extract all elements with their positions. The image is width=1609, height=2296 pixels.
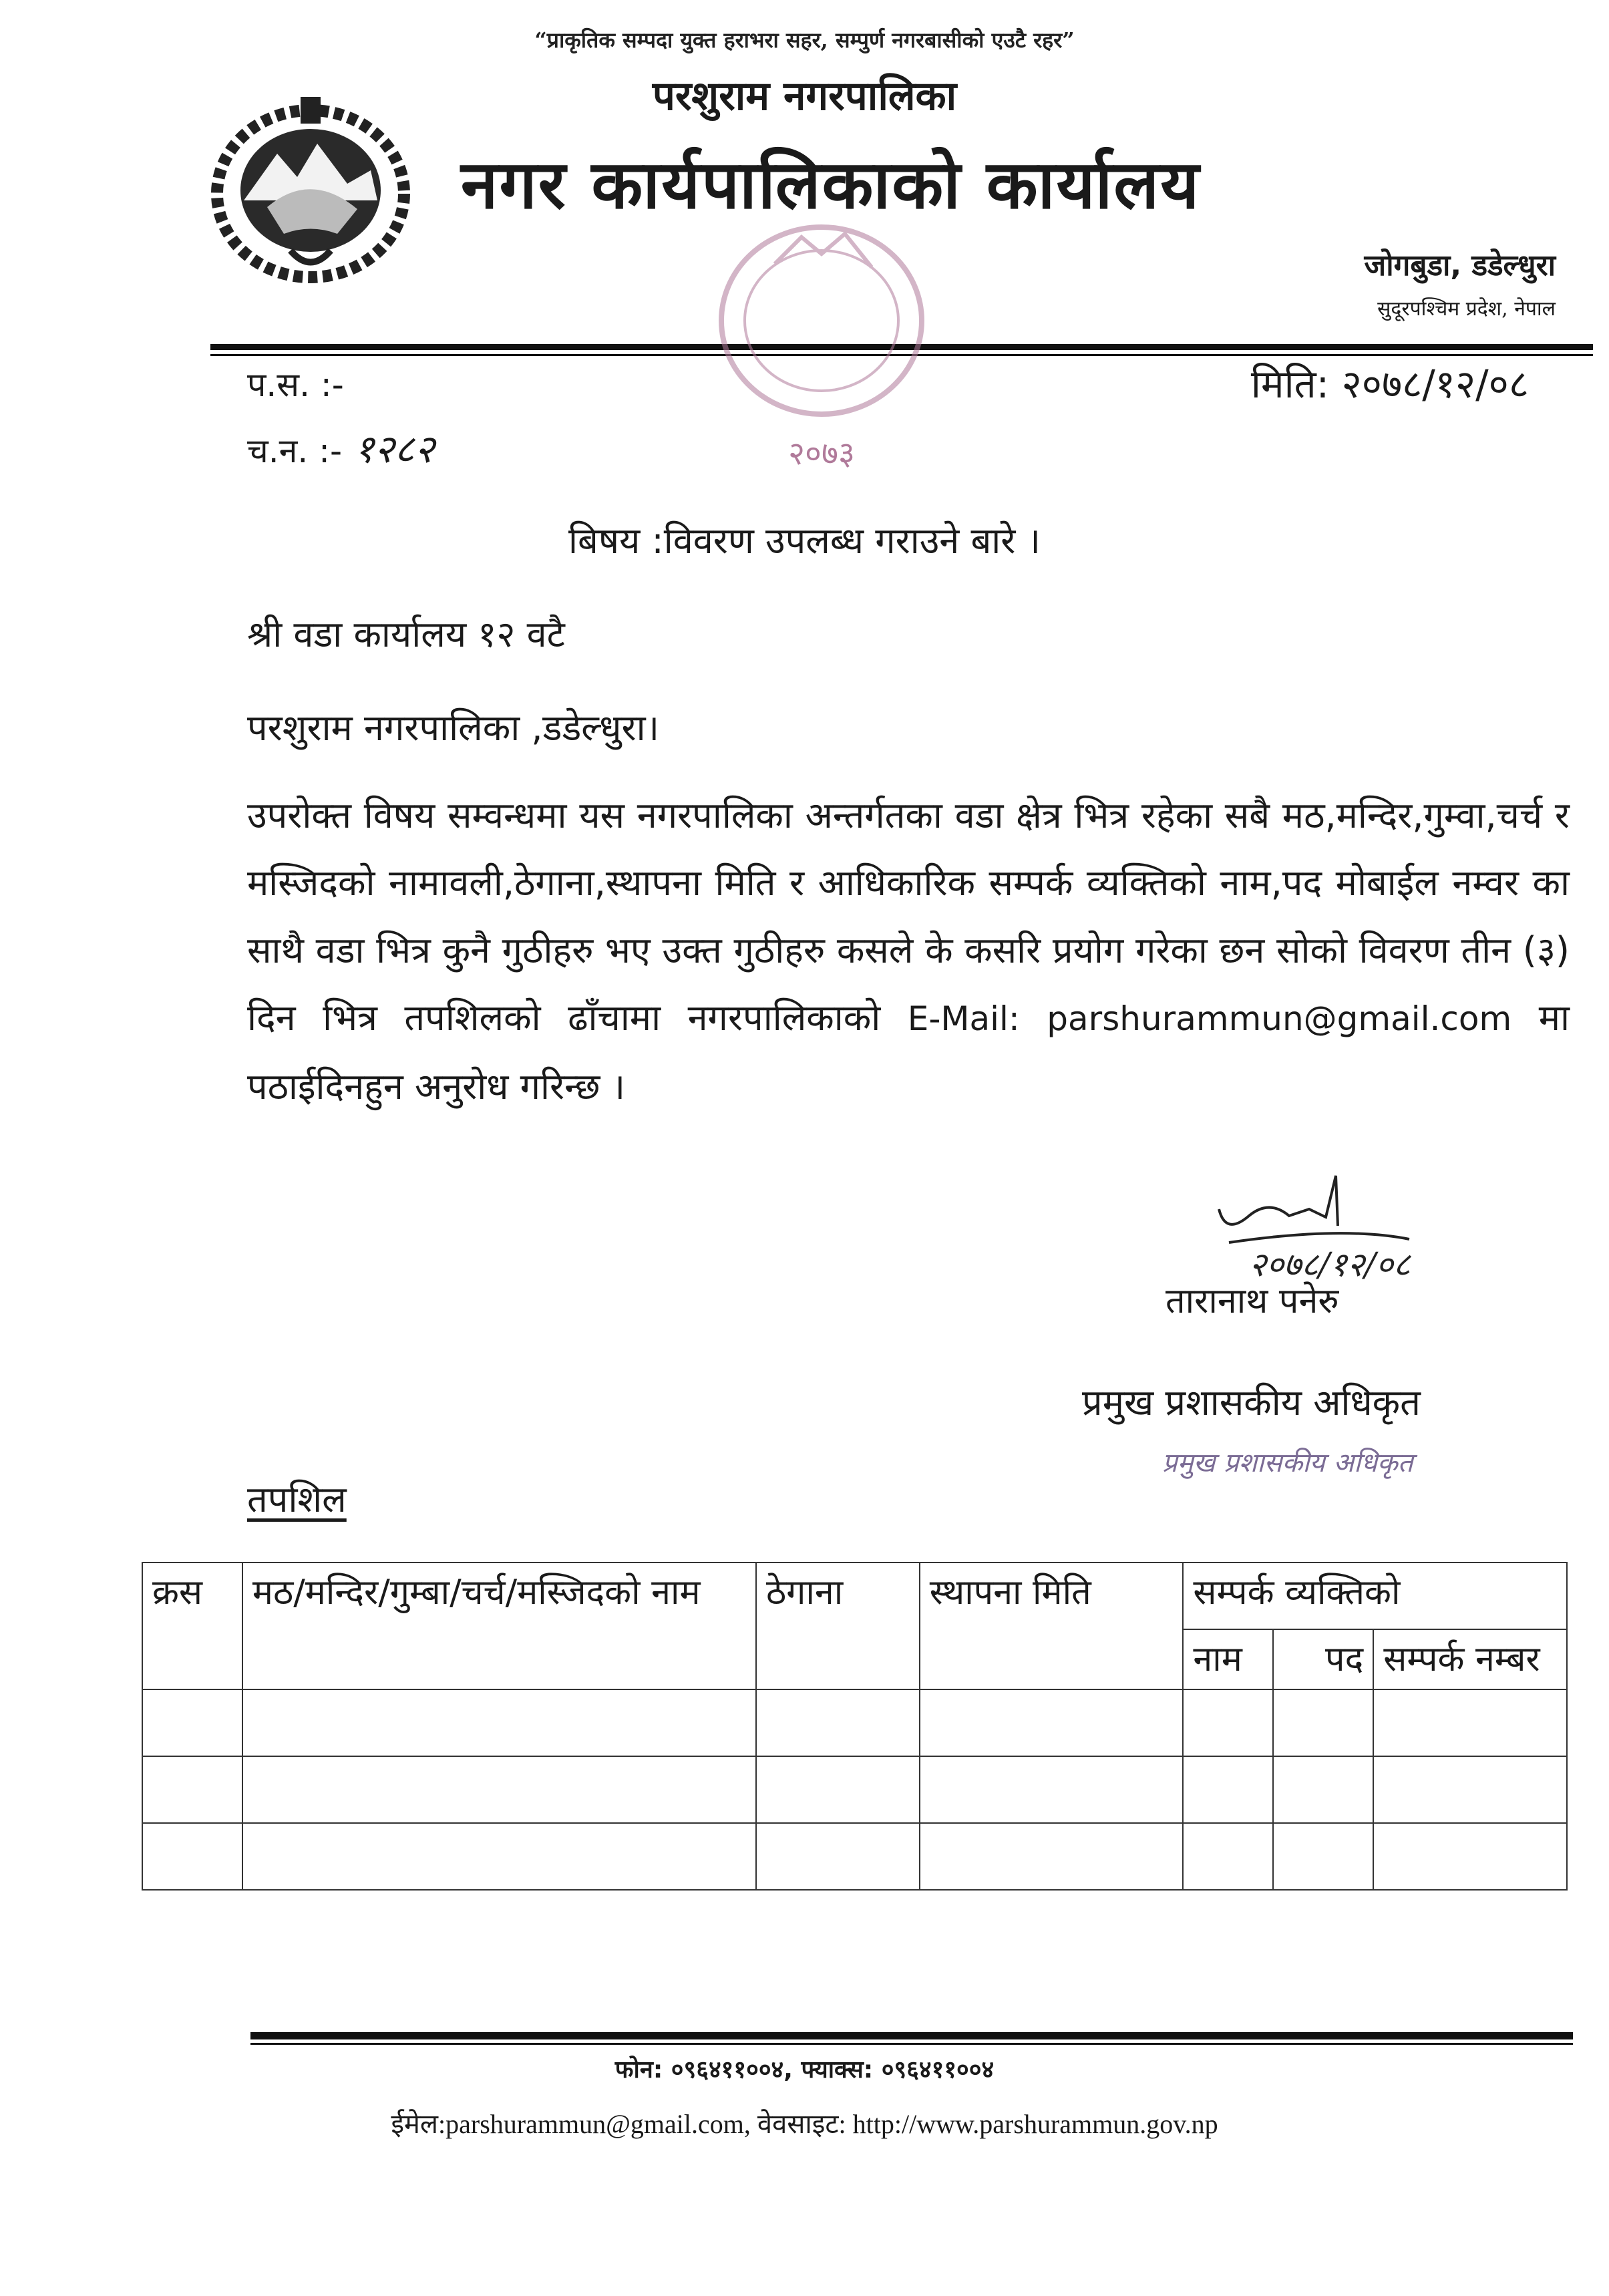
tapshil-heading: तपशिल <box>247 1478 347 1520</box>
header-address: ठेगाना <box>756 1563 920 1689</box>
footer-phone-fax: फोन: ०९६४११००४, फ्याक्स: ०९६४११००४ <box>614 2056 995 2084</box>
header-established: स्थापना मिति <box>920 1563 1184 1689</box>
letter-date: मिति: २०७८/१२/०८ <box>1250 361 1529 407</box>
recipient-line-1: श्री वडा कार्यालय १२ वटै <box>247 613 565 655</box>
patra-sankhya: प.स. :- <box>247 365 344 404</box>
header-contact-number: सम्पर्क नम्बर <box>1373 1629 1567 1689</box>
handwritten-signature-icon <box>1209 1162 1489 1289</box>
letter-body <box>247 782 1570 1120</box>
letter-body-end: मा पठाईदिनहुन अनुरोध गरिन्छ । <box>247 997 1570 1108</box>
footer-divider-thin <box>250 2043 1573 2045</box>
recipient-line-2: परशुराम नगरपालिका ,डडेल्धुरा। <box>247 707 660 749</box>
footer-divider <box>250 2032 1573 2039</box>
body-email: parshurammun@gmail.com <box>1047 999 1512 1038</box>
chalani-number <box>247 421 435 474</box>
header-contact-post: पद <box>1273 1629 1373 1689</box>
office-name: नगर कार्यपालिकाको कार्यालय <box>461 146 1201 224</box>
motto: “प्राकृतिक सम्पदा युक्त हराभरा सहर, सम्पुर्ण नगरबासीको एउटै रहर” <box>534 27 1075 53</box>
table-row <box>142 1689 1567 1756</box>
table-row <box>142 1823 1567 1890</box>
tapshil-table <box>142 1562 1568 1891</box>
chalani-label: च.न. :- <box>247 432 343 470</box>
header-name: मठ/मन्दिर/गुम्बा/चर्च/मस्जिदको नाम <box>242 1563 756 1689</box>
signatory-title: प्रमुख प्रशासकीय अधिकृत <box>1082 1381 1421 1424</box>
header-contact-name: नाम <box>1183 1629 1273 1689</box>
header-contact: सम्पर्क व्यक्तिको <box>1183 1563 1567 1629</box>
stamp-year: २०७३ <box>788 435 855 472</box>
email-label: E-Mail: <box>907 999 1020 1038</box>
office-seal-stamp-icon <box>688 200 955 481</box>
location-line-2: सुदूरपश्चिम प्रदेश, नेपाल <box>1377 297 1556 321</box>
municipality-name: परशुराम नगरपालिका <box>652 73 957 120</box>
chalani-value: १२८२ <box>354 426 435 472</box>
table-row <box>142 1756 1567 1823</box>
footer-email-web: ईमेल:parshurammun@gmail.com, वेवसाइट: http://www.parshurammun.gov.np <box>391 2109 1218 2139</box>
letter-subject: बिषय :विवरण उपलब्ध गराउने बारे । <box>568 520 1041 562</box>
letter-body-main: उपरोक्त विषय सम्वन्धमा यस नगरपालिका अन्तर्गतका वडा क्षेत्र भित्र रहेका सबै मठ,मन्दिर,गुम्वा,चर्च र मस्जिदको नामावली,ठेगाना,स्थापना मिति र आधिकारिक सम्पर्क व्यक्तिको नाम,पद मोबाईल नम्वर का साथै वडा भित्र कुनै गुठीहरु भए उक्त गुठीहरु कसले के कसरि प्रयोग गरेका छन सोको विवरण तीन (३) दिन भित्र तपशिलको ढाँचामा नगरपालिकाको <box>247 794 1570 1039</box>
nepal-emblem-icon <box>204 90 417 284</box>
signatory-title-stamp: प्रमुख प्रशासकीय अधिकृत <box>1162 1448 1413 1478</box>
signature-handwritten-date: २०७८/१२/०८ <box>1249 1245 1411 1284</box>
signatory-name: तारानाथ पनेरु <box>1166 1281 1339 1321</box>
header-sn: क्रस <box>142 1563 242 1689</box>
location-line-1: जोगबुडा, डडेल्धुरा <box>1364 249 1556 283</box>
